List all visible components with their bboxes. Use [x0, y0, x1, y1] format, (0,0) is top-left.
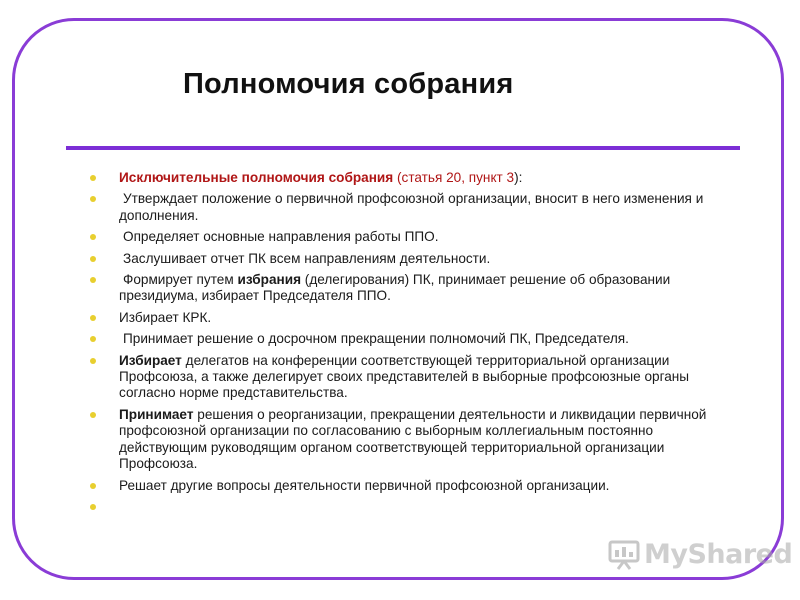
watermark-text: MyShared: [644, 538, 793, 570]
bullet-text: Утверждает положение о первичной профсоюзной организации, вносит в него изменения и дополнения.: [119, 191, 704, 223]
bullet-item: [88, 407, 738, 473]
bullet-dot-icon: [90, 175, 96, 181]
bullet-dot-icon: [90, 277, 96, 283]
bullet-dot-icon: [90, 256, 96, 262]
bullet-heading-tail: ):: [514, 170, 523, 185]
bullet-text-after: решения о реорганизации, прекращении деятельности и ликвидации первичной профсоюзной организации по согласованию с выборным коллегиальным постоянно действующим руководящим органом соответствующей территориальной организации Профсоюза.: [119, 406, 707, 472]
bullet-dot-icon: [90, 504, 96, 510]
bullet-item: [88, 251, 738, 267]
bullet-text: Определяет основные направления работы ППО.: [123, 229, 439, 245]
bullet-item: [88, 478, 738, 494]
slide-title: Полномочия собрания: [183, 68, 514, 100]
bullet-bold-word: Избирает: [119, 352, 182, 368]
bullet-item-heading: [88, 170, 738, 186]
bullet-text-after: делегатов на конференции соответствующей территориальной организации Профсоюза, а также делегирует своих представителей в выборные профсоюзные органы согласно норме представительства.: [119, 352, 690, 401]
bullet-dot-icon: [90, 483, 96, 489]
bullet-text-before: Формирует путем: [123, 272, 238, 288]
bullet-dot-icon: [90, 336, 96, 342]
bullet-bold-word: избрания: [237, 272, 302, 288]
bullet-text: Решает другие вопросы деятельности первичной профсоюзной организации.: [119, 477, 610, 493]
bullet-heading-text: Исключительные полномочия собрания: [119, 170, 394, 185]
bullet-bold-word: Принимает: [119, 406, 194, 422]
bullet-text: Заслушивает отчет ПК всем направлениям деятельности.: [123, 250, 491, 266]
bullet-item: [88, 353, 738, 402]
bullet-item: [88, 331, 738, 347]
presentation-board-icon: [608, 538, 640, 570]
watermark: [608, 536, 792, 572]
bullet-list: [88, 170, 738, 520]
bullet-dot-icon: [90, 234, 96, 240]
bullet-dot-icon: [90, 315, 96, 321]
bullet-dot-icon: [90, 412, 96, 418]
bullet-item: [88, 272, 738, 305]
bullet-text: Принимает решение о досрочном прекращении полномочий ПК, Председателя.: [123, 331, 629, 347]
bullet-dot-icon: [90, 196, 96, 202]
bullet-dot-icon: [90, 358, 96, 364]
bullet-text: Избирает КРК.: [119, 309, 212, 325]
bullet-item: [88, 229, 738, 245]
bullet-item: [88, 191, 738, 224]
title-divider: [66, 146, 740, 150]
bullet-item: [88, 310, 738, 326]
bullet-item-empty: [88, 499, 738, 515]
bullet-heading-reference: (статья 20, пункт 3: [397, 170, 515, 185]
bullet-text-after: (делегирования) ПК, принимает решение об образовании президиума, избирает Председателя ППО.: [119, 272, 671, 304]
